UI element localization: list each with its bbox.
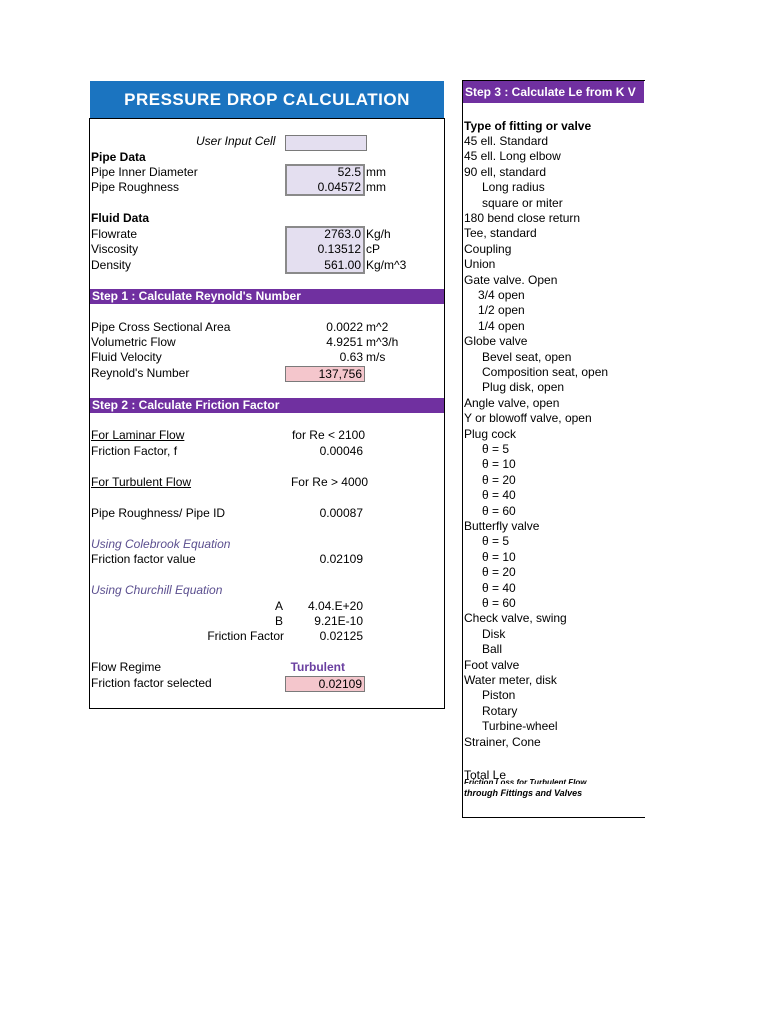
fitting-item: Ball: [482, 642, 503, 657]
fitting-item: Union: [464, 257, 496, 272]
pipe-inner-diameter-label: Pipe Inner Diameter: [91, 165, 198, 179]
fitting-item: Strainer, Cone: [464, 734, 541, 749]
friction-selected-label: Friction factor selected: [91, 676, 212, 690]
user-input-legend-swatch: [285, 135, 367, 151]
reynolds-number-value: 137,756: [285, 366, 365, 382]
fitting-item: 1/2 open: [478, 303, 525, 318]
pipe-data-heading: Pipe Data: [91, 150, 146, 164]
colebrook-friction-label: Friction factor value: [91, 552, 196, 566]
step2-header: Step 2 : Calculate Friction Factor: [90, 398, 444, 413]
fitting-item: 180 bend close return: [464, 211, 581, 225]
roughness-ratio-label: Pipe Roughness/ Pipe ID: [91, 506, 226, 520]
volumetric-flow-unit: m^3/h: [366, 335, 399, 349]
fluid-velocity-unit: m/s: [366, 350, 386, 364]
fitting-item: θ = 60: [482, 503, 516, 518]
fitting-item: Composition seat, open: [482, 365, 609, 379]
laminar-friction-value: 0.00046: [319, 444, 363, 458]
fitting-item: 3/4 open: [478, 288, 525, 302]
fitting-item: Foot valve: [464, 657, 520, 672]
churchill-a-label: A: [275, 599, 284, 613]
churchill-b-label: B: [275, 614, 284, 628]
viscosity-label: Viscosity: [91, 242, 139, 256]
pipe-inner-diameter-unit: mm: [366, 165, 386, 179]
calculation-panel: [89, 118, 445, 709]
fitting-item: θ = 20: [482, 472, 516, 487]
flow-regime-value: Turbulent: [290, 660, 345, 674]
churchill-friction-label: Friction Factor: [207, 629, 284, 643]
fitting-item: Check valve, swing: [464, 611, 567, 626]
cross-section-area-label: Pipe Cross Sectional Area: [91, 320, 231, 334]
fitting-item: Water meter, disk: [464, 673, 557, 687]
flowrate-unit: Kg/h: [366, 227, 391, 241]
fitting-item: θ = 10: [482, 549, 516, 564]
pipe-inner-diameter-input[interactable]: 52.5: [337, 165, 361, 179]
volumetric-flow-value: 4.9251: [326, 335, 363, 349]
density-label: Density: [91, 258, 132, 272]
cross-section-area-value: 0.0022: [326, 320, 363, 334]
flowrate-label: Flowrate: [91, 227, 138, 241]
step1-header: Step 1 : Calculate Reynold's Number: [90, 289, 444, 304]
fitting-item: θ = 5: [482, 442, 510, 456]
user-input-legend-label: User Input Cell: [196, 134, 276, 148]
turbulent-flow-label: For Turbulent Flow: [91, 475, 192, 489]
pipe-roughness-input[interactable]: 0.04572: [317, 180, 361, 194]
fittings-note-line2: through Fittings and Valves: [464, 788, 583, 798]
flow-regime-label: Flow Regime: [91, 660, 162, 674]
fitting-item: Coupling: [464, 241, 512, 256]
fitting-item: 45 ell. Long elbow: [464, 149, 561, 164]
volumetric-flow-label: Volumetric Flow: [91, 335, 176, 349]
laminar-friction-label: Friction Factor, f: [91, 444, 178, 458]
page-title: PRESSURE DROP CALCULATION: [90, 81, 444, 119]
fluid-data-heading: Fluid Data: [91, 211, 150, 225]
total-le-label: Total Le: [464, 768, 507, 782]
fittings-note-line1: Friction Loss for Turbulent Flow: [464, 778, 587, 784]
fitting-item: θ = 40: [482, 580, 516, 595]
pipe-roughness-label: Pipe Roughness: [91, 180, 180, 194]
density-unit: Kg/m^3: [366, 258, 407, 272]
fitting-item: Bevel seat, open: [482, 349, 572, 364]
churchill-friction-value: 0.02125: [319, 629, 363, 643]
fitting-item: Piston: [482, 688, 516, 703]
friction-selected-value: 0.02109: [285, 676, 365, 692]
laminar-condition: for Re < 2100: [291, 428, 365, 442]
colebrook-heading: Using Colebrook Equation: [91, 537, 231, 551]
fitting-item: square or miter: [482, 195, 563, 210]
fitting-item: Y or blowoff valve, open: [464, 411, 592, 426]
fitting-item: Angle valve, open: [464, 395, 560, 410]
churchill-a-value: 4.04.E+20: [307, 599, 363, 613]
fitting-item: Globe valve: [464, 334, 528, 349]
fluid-velocity-value: 0.63: [339, 350, 363, 364]
roughness-ratio-value: 0.00087: [319, 506, 363, 520]
fitting-item: Tee, standard: [464, 226, 537, 241]
churchill-heading: Using Churchill Equation: [91, 583, 223, 597]
fitting-item: Long radius: [482, 180, 545, 195]
reynolds-number-label: Reynold's Number: [91, 366, 190, 380]
laminar-flow-label: For Laminar Flow: [91, 428, 185, 442]
fittings-heading: Type of fitting or valve: [464, 119, 592, 133]
viscosity-input[interactable]: 0.13512: [317, 242, 361, 256]
fitting-item: 1/4 open: [478, 318, 525, 333]
turbulent-condition: For Re > 4000: [290, 475, 368, 489]
fitting-item: 90 ell, standard: [464, 164, 547, 179]
fitting-item: θ = 10: [482, 457, 516, 472]
fitting-item: Plug cock: [464, 426, 517, 441]
fitting-item: θ = 5: [482, 534, 510, 549]
fitting-item: θ = 40: [482, 488, 516, 503]
step3-header: Step 3 : Calculate Le from K V: [463, 81, 644, 103]
cross-section-area-unit: m^2: [366, 320, 389, 334]
density-input[interactable]: 561.00: [324, 258, 361, 272]
viscosity-unit: cP: [366, 242, 381, 256]
fitting-item: Rotary: [482, 703, 518, 718]
fitting-item: Disk: [482, 626, 506, 641]
fluid-velocity-label: Fluid Velocity: [91, 350, 162, 364]
pipe-roughness-unit: mm: [366, 180, 386, 194]
fitting-item: Plug disk, open: [482, 380, 565, 395]
fitting-item: θ = 60: [482, 596, 516, 610]
fitting-item: θ = 20: [482, 565, 516, 580]
fitting-item: 45 ell. Standard: [464, 134, 549, 148]
flowrate-input[interactable]: 2763.0: [324, 227, 361, 241]
churchill-b-value: 9.21E-10: [314, 614, 363, 628]
fitting-item: Butterfly valve: [464, 519, 540, 533]
fitting-item: Gate valve. Open: [464, 272, 558, 287]
colebrook-friction-value: 0.02109: [319, 552, 363, 566]
fitting-item: Turbine-wheel: [482, 719, 558, 734]
